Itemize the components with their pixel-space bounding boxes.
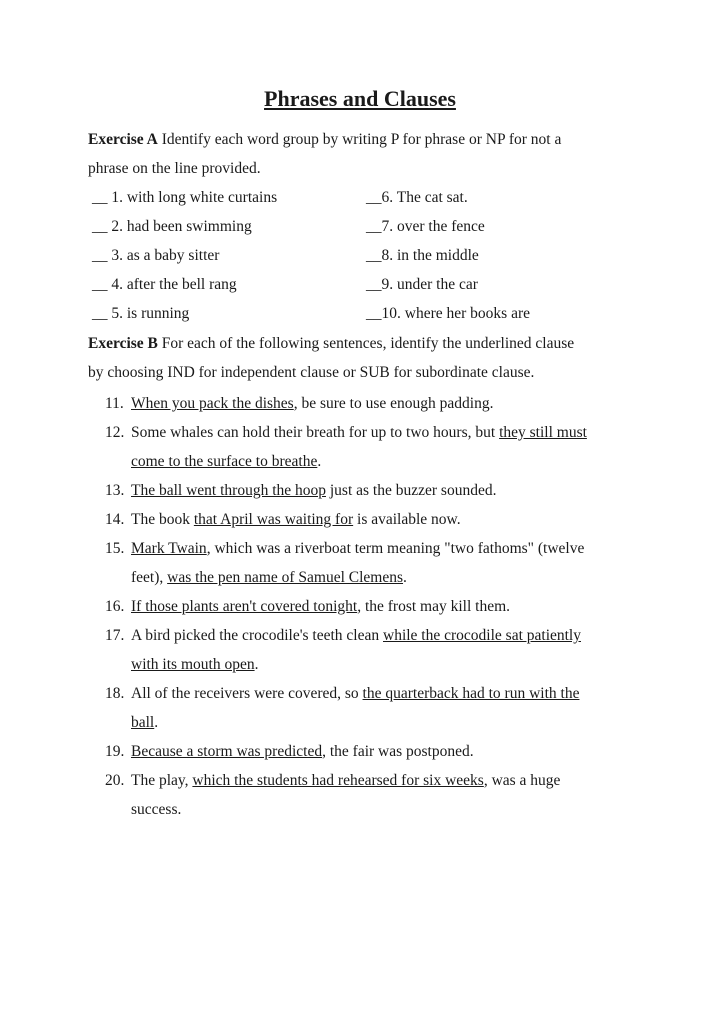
- underlined-clause: ball: [131, 714, 155, 731]
- item-text: , the fair was postponed.: [322, 743, 474, 760]
- item-text: is available now.: [353, 511, 461, 528]
- exercise-a-item-1: __ 1. with long white curtains: [92, 189, 278, 206]
- item-text: .: [154, 714, 159, 731]
- underlined-clause: come to the surface to breathe: [131, 453, 318, 470]
- exercise-a-instructions: [88, 125, 648, 183]
- exercise-a-item-7: __7. over the fence: [366, 218, 485, 235]
- item-number: 12.: [105, 424, 125, 441]
- underlined-clause: while the crocodile sat patiently: [383, 627, 581, 644]
- exercise-b-item-16: [105, 592, 645, 621]
- item-text: feet),: [131, 569, 168, 586]
- item-number: 11.: [105, 395, 124, 412]
- exercise-a-instruction: Identify each word group by writing P for phrase or NP for not a: [161, 131, 562, 148]
- exercise-b-item-19: [105, 737, 645, 766]
- exercise-b-instruction: For each of the following sentences, identify the underlined clause: [161, 335, 575, 352]
- item-number: 15.: [105, 540, 125, 557]
- exercise-a-item-6: __6. The cat sat.: [366, 189, 468, 206]
- exercise-a-label: Exercise A: [88, 131, 158, 148]
- underlined-clause: that April was waiting for: [193, 511, 354, 528]
- item-text: .: [403, 569, 407, 586]
- item-continuation: [105, 708, 645, 737]
- underlined-clause: the quarterback had to run with the: [362, 685, 580, 702]
- item-text: success.: [131, 801, 182, 818]
- underlined-clause: The ball went through the hoop: [131, 482, 326, 499]
- exercise-b-item-18: [105, 679, 645, 737]
- exercise-a-item-8: __8. in the middle: [366, 247, 479, 264]
- exercise-a-instruction-2: phrase on the line provided.: [88, 160, 261, 177]
- exercise-a-item-5: __ 5. is running: [92, 305, 190, 322]
- item-text: , be sure to use enough padding.: [293, 395, 494, 412]
- underlined-clause: If those plants aren't covered tonight: [131, 598, 358, 615]
- underlined-clause: which the students had rehearsed for six weeks: [192, 772, 484, 789]
- item-number: 17.: [105, 627, 125, 644]
- item-continuation: [105, 795, 645, 824]
- item-number: 14.: [105, 511, 125, 528]
- exercise-b-item-17: [105, 621, 645, 679]
- exercise-a-item-4: __ 4. after the bell rang: [92, 276, 237, 293]
- item-number: 18.: [105, 685, 125, 702]
- item-text: Some whales can hold their breath for up to two hours, but: [131, 424, 500, 441]
- exercise-b-item-15: [105, 534, 645, 592]
- item-text: , the frost may kill them.: [357, 598, 511, 615]
- item-number: 20.: [105, 772, 125, 789]
- underlined-clause: with its mouth open: [131, 656, 255, 673]
- item-continuation: [105, 650, 645, 679]
- underlined-clause: When you pack the dishes: [131, 395, 294, 412]
- item-text: The play,: [131, 772, 193, 789]
- item-text: .: [254, 656, 259, 673]
- item-text: The book: [131, 511, 194, 528]
- exercise-b-item-14: [105, 505, 645, 534]
- item-number: 19.: [105, 743, 125, 760]
- exercise-b-label: Exercise B: [88, 335, 158, 352]
- exercise-b-item-20: [105, 766, 645, 824]
- underlined-clause: Mark Twain: [131, 540, 207, 557]
- exercise-a-item-3: __ 3. as a baby sitter: [92, 247, 220, 264]
- item-text: , was a huge: [483, 772, 561, 789]
- exercise-b-item-11: [105, 389, 645, 418]
- item-text: All of the receivers were covered, so: [131, 685, 363, 702]
- item-continuation: [105, 563, 645, 592]
- underlined-clause: they still must: [499, 424, 587, 441]
- underlined-clause: was the pen name of Samuel Clemens: [167, 569, 404, 586]
- item-text: just as the buzzer sounded.: [326, 482, 497, 499]
- exercise-b-item-13: [105, 476, 645, 505]
- exercise-b-item-12: [105, 418, 645, 476]
- exercise-a-item-10: __10. where her books are: [366, 305, 530, 322]
- item-number: 13.: [105, 482, 125, 499]
- exercise-b-instructions: [88, 329, 648, 387]
- exercise-a-item-9: __9. under the car: [366, 276, 478, 293]
- exercise-a-item-2: __ 2. had been swimming: [92, 218, 252, 235]
- item-text: A bird picked the crocodile's teeth clean: [131, 627, 383, 644]
- item-number: 16.: [105, 598, 125, 615]
- item-continuation: [105, 447, 645, 476]
- exercise-b-instruction-2: by choosing IND for independent clause or SUB for subordinate clause.: [88, 364, 535, 381]
- underlined-clause: Because a storm was predicted: [131, 743, 323, 760]
- item-text: .: [317, 453, 322, 470]
- item-text: , which was a riverboat term meaning "two fathoms" (twelve: [206, 540, 585, 557]
- page-title: Phrases and Clauses: [264, 86, 456, 111]
